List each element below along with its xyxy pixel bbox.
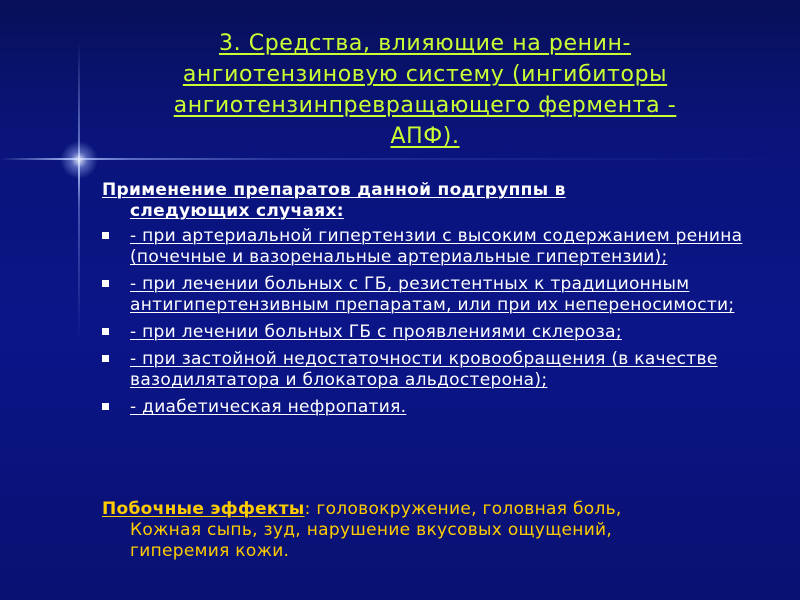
usage-heading: [102, 180, 782, 222]
list-item: [102, 397, 782, 418]
list-item: [102, 274, 782, 316]
title-line: 3. Средства, влияющие на ренин-: [219, 31, 631, 56]
light-flare-glow: [60, 141, 98, 179]
list-item-text: - диабетическая нефропатия.: [130, 397, 407, 417]
list-item: [102, 322, 782, 343]
side-effects-text-line1: : головокружение, головная боль,: [304, 499, 622, 519]
list-item: [102, 349, 782, 391]
usage-section: [102, 180, 782, 424]
bullet-icon: [102, 355, 109, 362]
title-line: ангиотензинпревращающего фермента -: [173, 93, 677, 118]
slide-title: [120, 28, 730, 152]
bullet-icon: [102, 232, 109, 239]
usage-heading-line2: следующих случаях:: [130, 201, 344, 221]
list-item-text: - при артериальной гипертензии с высоким содержанием ренина (почечные и вазоренальные артериальные гипертензии);: [130, 226, 743, 267]
list-item-text: - при лечении больных с ГБ, резистентных к традиционным антигипертензивным препаратам, или при их непереносимости;: [130, 274, 735, 315]
list-item-text: - при лечении больных ГБ с проявлениями склероза;: [130, 322, 622, 342]
bullet-icon: [102, 280, 109, 287]
title-line: АПФ).: [390, 124, 460, 149]
side-effects-text-line2: Кожная сыпь, зуд, нарушение вкусовых ощущений,: [130, 520, 613, 540]
side-effects-label: Побочные эффекты: [102, 499, 305, 519]
side-effects-section: [102, 499, 782, 562]
usage-list: [102, 226, 782, 418]
side-effects-text-line3: гиперемия кожи.: [130, 541, 290, 561]
list-item-text: - при застойной недостаточности кровообращения (в качестве вазодилятатора и блокатора альдостерона);: [130, 349, 718, 390]
title-line: ангиотензиновую систему (ингибиторы: [182, 62, 668, 87]
bullet-icon: [102, 403, 109, 410]
usage-heading-line1: Применение препаратов данной подгруппы в: [102, 180, 566, 200]
bullet-icon: [102, 328, 109, 335]
light-flare-horizontal: [0, 158, 800, 160]
list-item: [102, 226, 782, 268]
light-flare-vertical: [78, 40, 80, 340]
